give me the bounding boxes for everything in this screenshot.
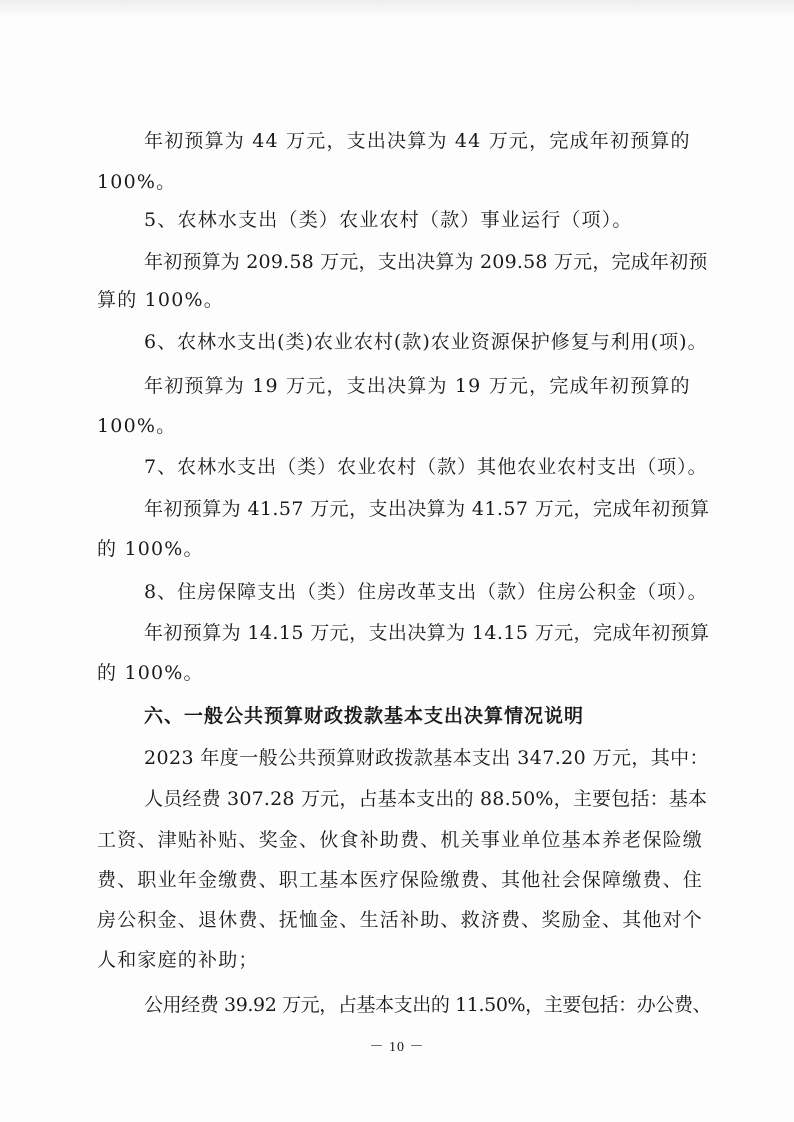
text-line-10: 年初预算为 41.57 万元，支出决算为 41.57 万元，完成年初预算 [144, 498, 710, 520]
text-line-6: 6、农林水支出(类)农业农村(款)农业资源保护修复与利用(项)。 [144, 331, 708, 353]
text-line-12: 8、住房保障支出（类）住房改革支出（款）住房公积金（项）。 [144, 581, 708, 603]
text-line-7: 年初预算为 19 万元，支出决算为 19 万元，完成年初预算的 [144, 375, 691, 397]
text-line-8: 100%。 [97, 415, 177, 437]
text-line-3: 5、农林水支出（类）农业农村（款）事业运行（项）。 [144, 209, 633, 231]
scan-shadow [0, 0, 794, 18]
text-line-16: 2023 年度一般公共预算财政拨款基本支出 347.20 万元，其中： [144, 747, 709, 769]
page-number: － 10 － [369, 1040, 425, 1055]
text-line-19: 费、职业年金缴费、职工基本医疗保险缴费、其他社会保障缴费、住 [97, 869, 704, 891]
text-line-9: 7、农林水支出（类）农业农村（款）其他农业农村支出（项）。 [144, 456, 708, 478]
text-line-11: 的 100%。 [97, 538, 204, 560]
text-line-1: 年初预算为 44 万元，支出决算为 44 万元，完成年初预算的 [144, 130, 691, 152]
text-line-17: 人员经费 307.28 万元，占基本支出的 88.50%，主要包括：基本 [144, 788, 708, 810]
text-line-5: 算的 100%。 [97, 289, 224, 311]
text-line-20: 房公积金、退休费、抚恤金、生活补助、救济费、奖励金、其他对个 [97, 909, 704, 931]
text-line-13: 年初预算为 14.15 万元，支出决算为 14.15 万元，完成年初预算 [144, 622, 710, 644]
section-heading: 六、一般公共预算财政拨款基本支出决算情况说明 [144, 705, 585, 727]
text-line-14: 的 100%。 [97, 662, 204, 684]
text-line-18: 工资、津贴补贴、奖金、伙食补助费、机关事业单位基本养老保险缴 [97, 829, 704, 851]
text-line-4: 年初预算为 209.58 万元，支出决算为 209.58 万元，完成年初预 [144, 251, 708, 273]
text-line-22: 公用经费 39.92 万元，占基本支出的 11.50%，主要包括：办公费、 [144, 994, 712, 1016]
text-line-2: 100%。 [97, 171, 177, 193]
text-line-21: 人和家庭的补助； [97, 949, 259, 971]
